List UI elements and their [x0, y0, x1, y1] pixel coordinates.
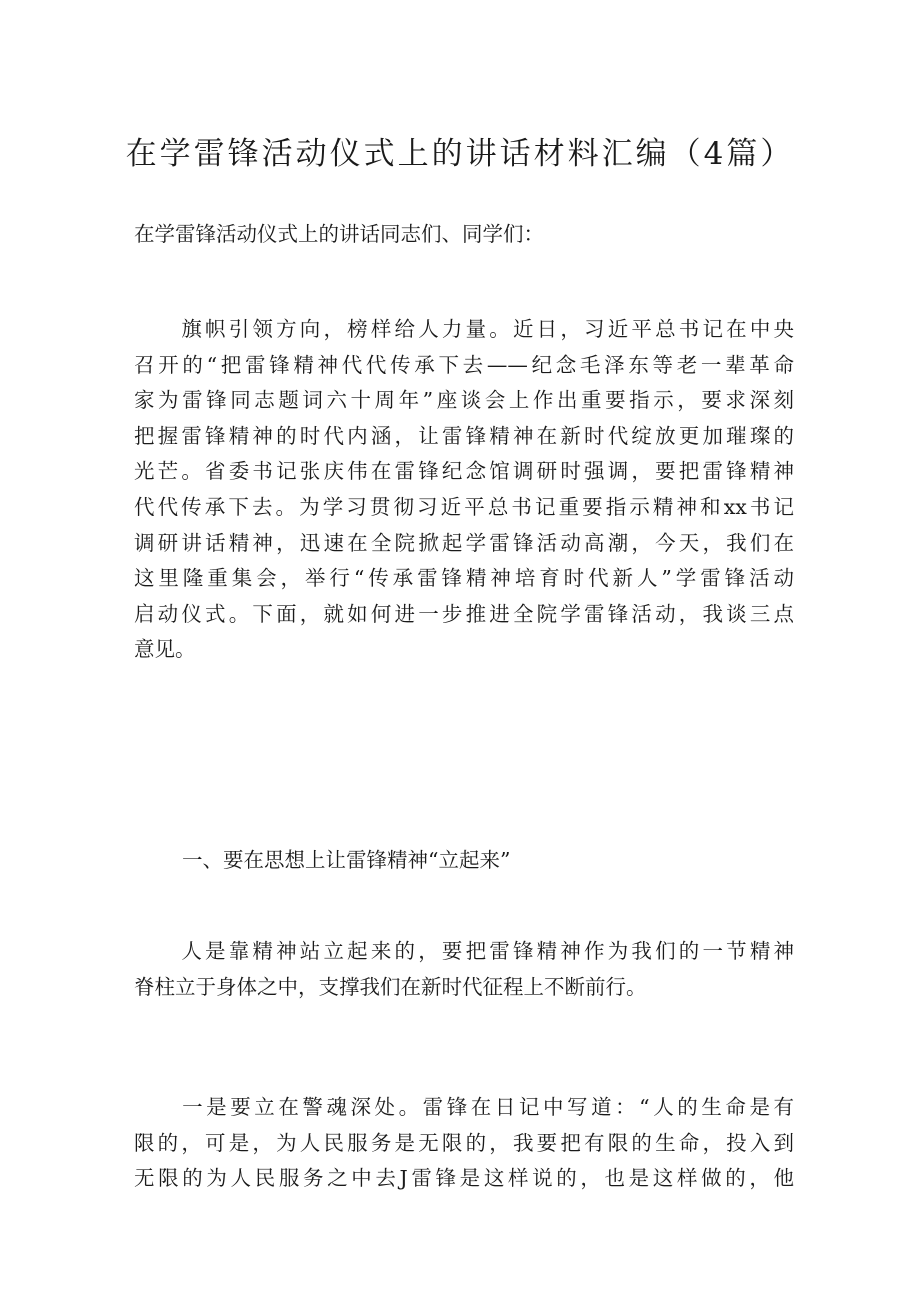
paragraph-line: 脊柱立于身体之中，支撑我们在新时代征程上不断前行。	[134, 974, 647, 999]
document-title: 在学雷锋活动仪式上的讲话材料汇编（4篇）	[125, 136, 795, 172]
paragraph-line: 家为雷锋同志题词六十周年”座谈会上作出重要指示，要求深刻	[134, 388, 794, 413]
paragraph-line: 一是要立在警魂深处。雷锋在日记中写道：“人的生命是有	[134, 1095, 794, 1119]
paragraph-line: 限的，可是，为人民服务是无限的，我要把有限的生命，投入到	[134, 1130, 794, 1155]
paragraph-soul	[134, 1090, 794, 1197]
paragraph-spirit	[134, 934, 794, 1005]
paragraph-line: 启动仪式。下面，就如何进一步推进全院学雷锋活动，我谈三点	[134, 601, 794, 626]
paragraph-line: 调研讲话精神，迅速在全院掀起学雷锋活动高潮，今天，我们在	[134, 530, 794, 555]
document-subtitle: 在学雷锋活动仪式上的讲话同志们、同学们：	[134, 222, 544, 246]
paragraph-line: 召开的“把雷锋精神代代传承下去——纪念毛泽东等老一辈革命	[134, 352, 794, 377]
paragraph-line: 把握雷锋精神的时代内涵，让雷锋精神在新时代绽放更加璀璨的	[134, 423, 794, 448]
paragraph-line: 代代传承下去。为学习贯彻习近平总书记重要指示精神和xx书记	[134, 494, 794, 519]
paragraph-intro	[134, 312, 794, 668]
paragraph-line: 无限的为人民服务之中去J雷锋是这样说的，也是这样做的，他	[134, 1166, 794, 1191]
paragraph-line: 意见。	[134, 637, 196, 662]
section-heading: 一、要在思想上让雷锋精神“立起来”	[182, 848, 511, 872]
paragraph-line: 光芒。省委书记张庆伟在雷锋纪念馆调研时强调，要把雷锋精神	[134, 459, 794, 484]
paragraph-line: 这里隆重集会，举行“传承雷锋精神培育时代新人”学雷锋活动	[134, 566, 794, 591]
paragraph-line: 旗帜引领方向，榜样给人力量。近日，习近平总书记在中央	[134, 317, 794, 341]
paragraph-line: 人是靠精神站立起来的，要把雷锋精神作为我们的一节精神	[134, 939, 794, 963]
